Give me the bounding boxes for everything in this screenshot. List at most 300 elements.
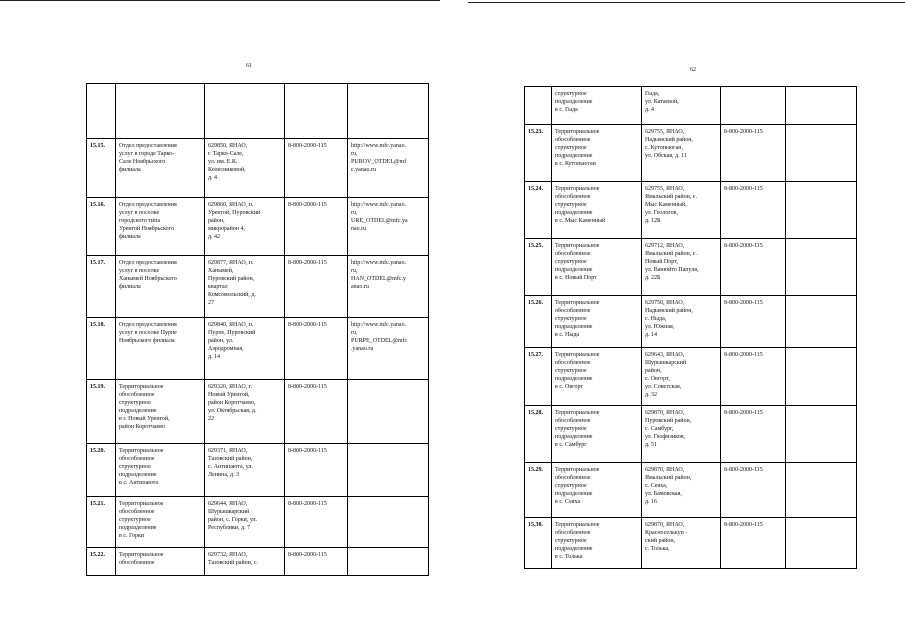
office-name-line: Территориальное <box>555 129 600 135</box>
address-line: район Коротчаево, <box>208 400 256 406</box>
address-cell <box>642 125 721 182</box>
address-line: д. 42 <box>208 234 221 240</box>
office-name-cell <box>116 256 205 318</box>
office-name-line: услуг в поселке Пурпе <box>119 330 177 336</box>
address-line: д. 4 <box>645 107 655 113</box>
office-name-cell <box>116 497 205 548</box>
row-number-cell <box>525 239 552 296</box>
address-line: с. Сеяха, <box>645 483 668 489</box>
row-number-cell <box>87 84 116 139</box>
phone-number: 8-800-2000-115 <box>288 384 327 390</box>
address-cell <box>205 256 285 318</box>
phone-number: 8-800-2000-115 <box>724 352 763 358</box>
office-name-line: Отдел предоставления <box>119 260 177 266</box>
table-row <box>87 198 429 256</box>
phone-number: 8-800-2000-115 <box>724 129 763 135</box>
office-name-line: подразделение <box>119 408 157 414</box>
row-number-cell <box>525 348 552 406</box>
row-number: 15.21. <box>90 501 105 507</box>
office-name-line: Уренгой Ноябрьского <box>119 226 174 232</box>
table-row <box>87 548 429 576</box>
row-number: 15.17. <box>90 260 105 266</box>
address-line: 629850, ЯНАО, <box>208 143 248 149</box>
address-line: 629870, ЯНАО, <box>645 467 685 473</box>
address-line: Тазовский район, <box>208 456 253 462</box>
website-email-cell <box>786 463 857 518</box>
office-name-cell <box>552 518 642 569</box>
office-name-cell <box>116 380 205 444</box>
table-row <box>87 139 429 198</box>
row-number: 15.28. <box>528 410 543 416</box>
row-number: 15.25. <box>528 243 543 249</box>
website-email-cell <box>786 182 857 239</box>
website-email-cell <box>786 518 857 569</box>
row-number-cell <box>525 87 552 125</box>
website-email-cell <box>348 444 429 497</box>
office-name-line: в г. Новый Уренгой, <box>119 416 170 422</box>
address-cell <box>642 463 721 518</box>
address-line: ский район, <box>645 538 676 544</box>
address-line: 629860, ЯНАО, п. <box>208 202 254 208</box>
address-line: 629840, ЯНАО, п. <box>208 322 254 328</box>
phone-cell <box>721 125 786 182</box>
row-number: 15.27. <box>528 352 543 358</box>
office-name-line: подразделение <box>555 99 593 105</box>
address-line: 629755, ЯНАО, <box>645 129 685 135</box>
address-line: д. 32 <box>645 392 658 398</box>
website-email-cell <box>348 198 429 256</box>
phone-number: 8-800-2000-115 <box>724 243 763 249</box>
row-number-cell <box>87 380 116 444</box>
address-cell <box>642 239 721 296</box>
address-line: Ямальский район, с. <box>645 194 697 200</box>
website-email-line: ru, <box>351 210 358 216</box>
address-line: Комсомольский, д. <box>208 292 256 298</box>
address-line: ул. Ванюйто Папуля, <box>645 267 699 273</box>
address-line: Гыда, <box>645 91 660 97</box>
address-line: Пуровский район, <box>645 418 692 424</box>
address-line: с. Толька, <box>645 546 670 552</box>
phone-number: 8-800-2000-115 <box>288 501 327 507</box>
address-line: ул. Октябрьская, д. <box>208 408 257 414</box>
phone-cell <box>721 348 786 406</box>
table-row <box>525 125 857 182</box>
address-cell <box>642 182 721 239</box>
address-line: квартал <box>208 284 228 290</box>
right-page-table <box>524 86 857 569</box>
office-name-cell <box>552 125 642 182</box>
table-row <box>87 84 429 139</box>
address-line: д. 14 <box>645 332 658 338</box>
address-line: Шурышкарский <box>645 360 687 366</box>
address-line: 629877, ЯНАО, п. <box>208 260 254 266</box>
office-name-line: структурное <box>555 259 587 265</box>
row-number: 15.18. <box>90 322 105 328</box>
office-name-line: Территориальное <box>555 410 600 416</box>
phone-cell <box>285 548 348 576</box>
address-line: 629750, ЯНАО, <box>645 300 685 306</box>
office-name-line: услуг в поселке <box>119 268 160 274</box>
phone-cell <box>721 518 786 569</box>
office-name-line: Территориальное <box>555 522 600 528</box>
top-edge-line-right <box>468 2 905 3</box>
website-email-line: .yanao.ru <box>351 346 374 352</box>
website-email-cell <box>786 239 857 296</box>
address-cell <box>642 518 721 569</box>
office-name-line: подразделение <box>119 472 157 478</box>
office-name-line: в с. Мыс Каменный <box>555 218 606 224</box>
office-name-line: Территориальное <box>119 552 164 558</box>
table-row <box>87 380 429 444</box>
website-email-line: http://www.mfc.yanao. <box>351 260 407 266</box>
office-name-line: структурное <box>119 464 151 470</box>
right-page-number: 62 <box>690 67 696 73</box>
row-number: 15.23. <box>528 129 543 135</box>
address-line: Тазовский район, с. <box>208 560 259 566</box>
address-cell <box>642 406 721 463</box>
office-name-line: структурное <box>555 538 587 544</box>
phone-cell <box>721 463 786 518</box>
office-name-line: подразделение <box>555 153 593 159</box>
office-name-line: в с. Кутопьюган <box>555 161 596 167</box>
office-name-line: филиала <box>119 284 141 290</box>
table-row <box>525 463 857 518</box>
office-name-line: Отдел предоставления <box>119 322 177 328</box>
row-number-cell <box>87 256 116 318</box>
website-email-cell <box>348 318 429 380</box>
phone-number: 8-800-2000-115 <box>288 552 327 558</box>
row-number: 15.29. <box>528 467 543 473</box>
office-name-line: в с. Антипаюта <box>119 480 159 486</box>
office-name-line: подразделение <box>119 525 157 531</box>
office-name-line: Территориальное <box>555 186 600 192</box>
office-name-cell <box>116 548 205 576</box>
office-name-cell <box>552 296 642 348</box>
row-number-cell <box>87 444 116 497</box>
phone-number: 8-800-2000-115 <box>288 143 327 149</box>
address-cell <box>205 318 285 380</box>
office-name-line: обособленное <box>555 308 591 314</box>
phone-number: 8-800-2000-115 <box>724 300 763 306</box>
row-number: 15.30. <box>528 522 543 528</box>
office-name-cell <box>116 318 205 380</box>
address-cell <box>205 198 285 256</box>
row-number: 15.15. <box>90 143 105 149</box>
office-name-line: в с. Горки <box>119 533 145 539</box>
address-line: 27 <box>208 300 214 306</box>
office-name-line: обособленное <box>119 456 155 462</box>
address-line: с. Самбург, <box>645 426 674 432</box>
office-name-cell <box>552 406 642 463</box>
office-name-line: филиала <box>119 167 141 173</box>
phone-cell <box>285 256 348 318</box>
office-name-line: Территориальное <box>119 501 164 507</box>
office-name-line: услуг в поселке <box>119 210 160 216</box>
address-line: Аэродромная, <box>208 346 244 352</box>
row-number: 15.22. <box>90 552 105 558</box>
office-name-cell <box>552 182 642 239</box>
office-name-line: подразделение <box>555 267 593 273</box>
address-line: ул. им. Е.К. <box>208 159 238 165</box>
address-line: с. Овгорт, <box>645 376 670 382</box>
office-name-line: Территориальное <box>555 467 600 473</box>
office-name-line: обособленное <box>555 194 591 200</box>
office-name-cell <box>552 463 642 518</box>
office-name-cell <box>552 87 642 125</box>
office-name-line: структурное <box>555 426 587 432</box>
office-name-line: подразделение <box>555 434 593 440</box>
phone-number: 8-800-2000-115 <box>288 202 327 208</box>
address-cell <box>205 380 285 444</box>
address-line: 629320, ЯНАО, г. <box>208 384 252 390</box>
row-number: 15.19. <box>90 384 105 390</box>
office-name-line: обособленное <box>555 360 591 366</box>
phone-cell <box>285 139 348 198</box>
office-name-line: в с. Ныда <box>555 332 580 338</box>
office-name-line: филиала <box>119 234 141 240</box>
website-email-line: URE_OTDEL@mfc.ya <box>351 218 408 224</box>
website-email-line: ru, <box>351 151 358 157</box>
address-line: с. Ныда, <box>645 316 667 322</box>
website-email-line: ru, <box>351 268 358 274</box>
office-name-line: обособленное <box>555 475 591 481</box>
address-line: ул. Советская, <box>645 384 682 390</box>
address-line: Надымский район, <box>645 137 693 143</box>
address-line: 629870, ЯНАО, <box>645 522 685 528</box>
row-number-cell <box>525 463 552 518</box>
address-line: Колесниковой, <box>208 167 246 173</box>
office-name-line: Сале Ноябрьского <box>119 159 166 165</box>
office-name-line: подразделение <box>555 546 593 552</box>
address-cell <box>642 348 721 406</box>
phone-number: 8-800-2000-115 <box>288 448 327 454</box>
table-row <box>87 256 429 318</box>
row-number: 15.20. <box>90 448 105 454</box>
address-line: с. Кутопьюган, <box>645 145 684 151</box>
row-number: 15.26. <box>528 300 543 306</box>
address-line: 22 <box>208 416 214 422</box>
phone-number: 8-800-2000-115 <box>724 522 763 528</box>
website-email-cell <box>348 256 429 318</box>
address-line: район, <box>208 218 225 224</box>
phone-number: 8-800-2000-115 <box>724 467 763 473</box>
row-number-cell <box>525 125 552 182</box>
address-line: д. 4 <box>208 175 218 181</box>
address-line: Ленина, д. 3 <box>208 472 240 478</box>
address-line: 629371, ЯНАО, <box>208 448 248 454</box>
phone-cell <box>721 239 786 296</box>
website-email-line: nao.ru <box>351 226 367 232</box>
office-name-line: структурное <box>555 145 587 151</box>
office-name-line: подразделение <box>555 491 593 497</box>
office-name-cell <box>116 198 205 256</box>
office-name-cell <box>552 348 642 406</box>
address-line: 629643, ЯНАО, <box>645 352 685 358</box>
address-cell <box>205 497 285 548</box>
office-name-line: подразделение <box>555 210 593 216</box>
website-email-cell <box>348 497 429 548</box>
address-cell <box>205 84 285 139</box>
website-email-cell <box>786 296 857 348</box>
office-name-line: Ханымей Ноябрьского <box>119 276 177 282</box>
table-row <box>525 348 857 406</box>
website-email-line: http://www.mfc.yanao. <box>351 322 407 328</box>
phone-cell <box>285 444 348 497</box>
office-name-line: в с. Толька <box>555 554 583 560</box>
row-number-cell <box>525 182 552 239</box>
office-name-line: подразделение <box>555 376 593 382</box>
office-name-line: обособленное <box>555 418 591 424</box>
office-name-line: в с. Овгорт <box>555 384 584 390</box>
left-page-table <box>86 83 429 576</box>
office-name-cell <box>116 444 205 497</box>
address-cell <box>205 444 285 497</box>
address-line: микрорайон 4, <box>208 226 246 232</box>
address-line: район, с. Горки, ул. <box>208 517 258 523</box>
website-email-cell <box>786 348 857 406</box>
address-line: с. Антипаюта, ул. <box>208 464 253 470</box>
address-cell <box>205 139 285 198</box>
website-email-line: PURPE_OTDEL@mfc <box>351 338 408 344</box>
table-row <box>525 239 857 296</box>
row-number-cell <box>525 406 552 463</box>
office-name-line: в с. Сеяха <box>555 499 581 505</box>
phone-number: 8-800-2000-115 <box>724 410 763 416</box>
office-name-line: в с. Новый Порт <box>555 275 597 281</box>
phone-cell <box>721 296 786 348</box>
phone-cell <box>721 406 786 463</box>
phone-cell <box>285 380 348 444</box>
office-name-cell <box>116 84 205 139</box>
website-email-cell <box>348 380 429 444</box>
phone-number: 8-800-2000-115 <box>288 322 327 328</box>
website-email-line: anao.ru <box>351 284 369 290</box>
address-line: Республики, д. 7 <box>208 525 251 531</box>
phone-cell <box>285 497 348 548</box>
office-name-line: структурное <box>119 517 151 523</box>
address-line: 629732, ЯНАО, <box>208 552 248 558</box>
address-line: район, <box>645 368 662 374</box>
address-line: д. 16 <box>645 499 658 505</box>
address-line: Пурпе, Пуровский <box>208 330 256 336</box>
table-row <box>525 182 857 239</box>
top-edge-line-left <box>0 0 440 1</box>
office-name-line: структурное <box>555 368 587 374</box>
table-row <box>525 296 857 348</box>
office-name-line: структурное <box>555 483 587 489</box>
office-name-line: в с. Гыда <box>555 107 578 113</box>
phone-number: 8-800-2000-115 <box>288 260 327 266</box>
row-number: 15.24. <box>528 186 543 192</box>
address-cell <box>642 87 721 125</box>
website-email-line: c.yanao.ru <box>351 167 376 173</box>
row-number-cell <box>87 198 116 256</box>
address-line: 629870, ЯНАО, <box>645 410 685 416</box>
office-name-line: Отдел предоставления <box>119 202 177 208</box>
address-line: Пуровский район, <box>208 276 255 282</box>
office-name-line: район Коротчаево <box>119 424 165 430</box>
address-line: д. 12Б <box>645 218 661 224</box>
phone-number: 8-800-2000-115 <box>724 186 763 192</box>
office-name-line: Отдел предоставления <box>119 143 177 149</box>
office-name-line: Территориальное <box>555 243 600 249</box>
address-line: ул. Геологов, <box>645 210 678 216</box>
address-line: Мыс Каменный, <box>645 202 687 208</box>
phone-cell <box>721 182 786 239</box>
website-email-line: http://www.mfc.yanao. <box>351 202 407 208</box>
address-line: д. 51 <box>645 442 658 448</box>
address-line: Шурышкарский <box>208 509 250 515</box>
table-row <box>87 318 429 380</box>
office-name-line: Территориальное <box>119 384 164 390</box>
office-name-line: обособленное <box>555 530 591 536</box>
office-name-line: Территориальное <box>555 352 600 358</box>
office-name-line: обособленное <box>119 392 155 398</box>
address-line: ул. Геофизиков, <box>645 434 686 440</box>
address-line: Надымский район, <box>645 308 693 314</box>
office-name-line: структурное <box>555 316 587 322</box>
table-row <box>525 406 857 463</box>
address-line: ул. Бамовская, <box>645 491 682 497</box>
website-email-cell <box>348 139 429 198</box>
row-number-cell <box>525 518 552 569</box>
address-line: 629755, ЯНАО, <box>645 186 685 192</box>
phone-cell <box>285 198 348 256</box>
left-page-number: 61 <box>246 63 252 69</box>
website-email-cell <box>348 84 429 139</box>
address-cell <box>205 548 285 576</box>
office-name-line: подразделение <box>555 324 593 330</box>
address-line: Новый Порт, <box>645 259 678 265</box>
address-line: Уренгой, Пуровский <box>208 210 261 216</box>
website-email-cell <box>348 548 429 576</box>
phone-cell <box>721 87 786 125</box>
row-number-cell <box>87 318 116 380</box>
table-row <box>87 497 429 548</box>
office-name-line: структурное <box>555 91 587 97</box>
row-number-cell <box>525 296 552 348</box>
office-name-line: услуг в городе Тарко- <box>119 151 175 157</box>
office-name-cell <box>116 139 205 198</box>
address-line: Ямальский район, с. <box>645 251 697 257</box>
website-email-line: http://www.mfc.yanao. <box>351 143 407 149</box>
address-line: г. Тарко-Сале, <box>208 151 244 157</box>
address-line: Новый Уренгой, <box>208 392 250 398</box>
office-name-line: обособленное <box>119 509 155 515</box>
phone-cell <box>285 84 348 139</box>
address-line: 629712, ЯНАО, <box>645 243 685 249</box>
website-email-line: PUROV_OTDEL@mf <box>351 159 407 165</box>
row-number-cell <box>87 548 116 576</box>
address-line: д. 22Б <box>645 275 661 281</box>
address-line: район, ул. <box>208 338 234 344</box>
office-name-line: Ноябрьского филиала <box>119 338 175 344</box>
phone-cell <box>285 318 348 380</box>
table-row <box>525 518 857 569</box>
office-name-line: обособленное <box>555 251 591 257</box>
address-line: 629644, ЯНАО, <box>208 501 248 507</box>
row-number: 15.16. <box>90 202 105 208</box>
address-line: ул. Южная, <box>645 324 675 330</box>
address-line: Красноселькуп - <box>645 530 688 536</box>
address-line: ул. Катаевой, <box>645 99 679 105</box>
office-name-line: обособленное <box>555 137 591 143</box>
office-name-cell <box>552 239 642 296</box>
address-cell <box>642 296 721 348</box>
table-row <box>525 87 857 125</box>
row-number-cell <box>87 139 116 198</box>
office-name-line: структурное <box>119 400 151 406</box>
